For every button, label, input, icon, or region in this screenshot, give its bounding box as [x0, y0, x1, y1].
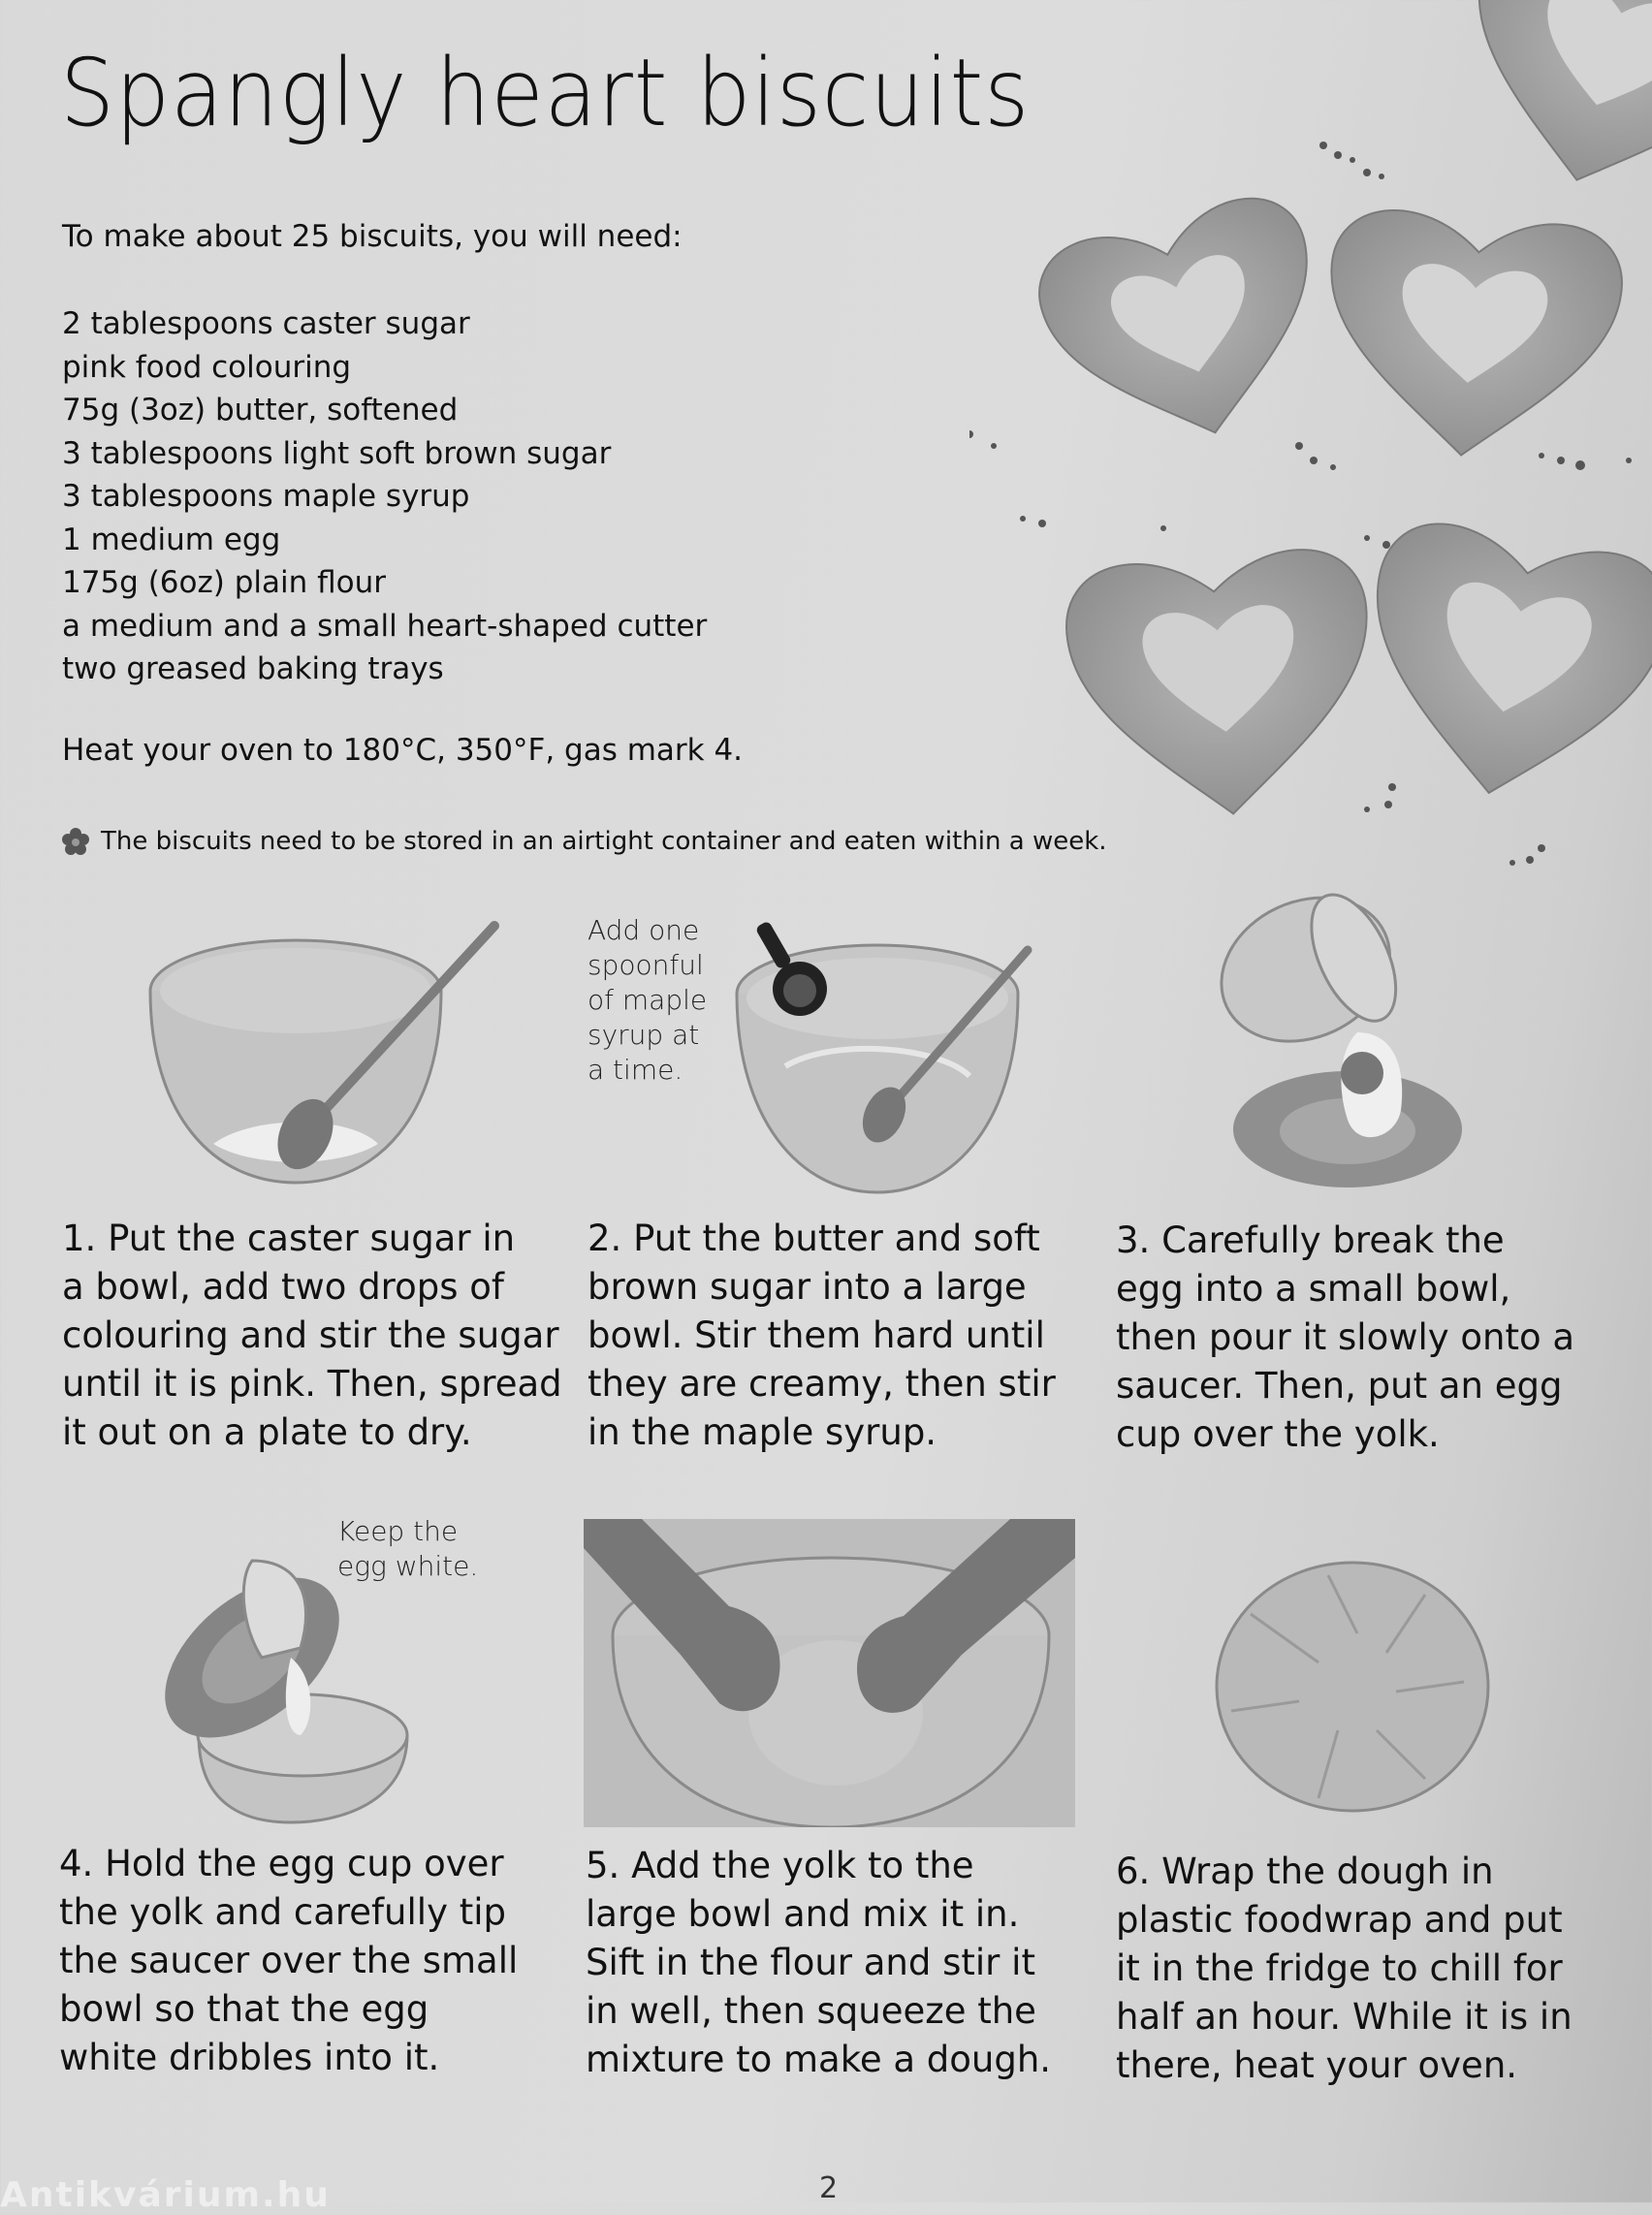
caption-line: Keep the [337, 1515, 459, 1547]
step-line: brown sugar into a large [588, 1266, 1027, 1308]
bowl-spoon-illustration [136, 911, 504, 1192]
caption-line: spoonful [588, 949, 704, 981]
step-line: 3. Carefully break the [1116, 1219, 1505, 1261]
page-number: 2 [819, 2171, 839, 2205]
step-1 [62, 1215, 576, 1457]
step-line: cup over the yolk. [1116, 1413, 1440, 1455]
step-line: it out on a plate to dry. [62, 1411, 472, 1453]
egg-cup-saucer-illustration [145, 1541, 427, 1832]
flower-icon [60, 826, 91, 857]
step-line: there, heat your oven. [1116, 2044, 1518, 2086]
step-line: in the maple syrup. [588, 1411, 937, 1453]
step-line: a bowl, add two drops of [62, 1266, 504, 1308]
caption-line: syrup at [588, 1019, 700, 1051]
step-line: 4. Hold the egg cup over [59, 1843, 504, 1884]
egg-on-saucer-illustration [1212, 887, 1474, 1197]
step-5 [586, 1842, 1099, 2084]
hands-dough-bowl-illustration [584, 1519, 1075, 1827]
step-line: Sift in the flour and stir it [586, 1942, 1035, 1983]
step-line: large bowl and mix it in. [586, 1893, 1020, 1935]
ingredient-item: a medium and a small heart-shaped cutter [62, 608, 708, 644]
storage-note-text: The biscuits need to be stored in an airtight container and eaten within a week. [101, 827, 1107, 856]
step-line: saucer. Then, put an egg [1116, 1365, 1563, 1407]
ingredient-item: 3 tablespoons light soft brown sugar [62, 435, 612, 471]
ingredient-item: two greased baking trays [62, 651, 444, 686]
step-line: mixture to make a dough. [586, 2039, 1052, 2080]
step-line: 1. Put the caster sugar in [62, 1218, 516, 1259]
step-line: colouring and stir the sugar [62, 1314, 559, 1356]
step-line: until it is pink. Then, spread [62, 1363, 562, 1405]
ingredient-item: 175g (6oz) plain flour [62, 565, 386, 600]
step-line: egg into a small bowl, [1116, 1268, 1511, 1310]
step-line: 6. Wrap the dough in [1116, 1851, 1494, 1892]
step-4 [59, 1840, 573, 2082]
page-title: Spangly heart biscuits [60, 39, 1031, 147]
storage-note [60, 826, 1107, 857]
step-line: the saucer over the small [59, 1940, 519, 1981]
step-line: the yolk and carefully tip [59, 1891, 507, 1933]
step-line: white dribbles into it. [59, 2037, 440, 2078]
heart-biscuit-photo [969, 0, 1652, 872]
ingredient-item: pink food colouring [62, 349, 352, 385]
step-line: 2. Put the butter and soft [588, 1218, 1040, 1259]
caption-line: egg white. [337, 1550, 479, 1582]
intro-text: To make about 25 biscuits, you will need: [62, 219, 683, 254]
step-line: half an hour. While it is in [1116, 1996, 1573, 2038]
step-2 [588, 1215, 1101, 1457]
caption-line: a time. [588, 1054, 683, 1086]
step-line: bowl. Stir them hard until [588, 1314, 1045, 1356]
step-line: 5. Add the yolk to the [586, 1845, 974, 1886]
wrapped-dough-illustration [1212, 1556, 1493, 1818]
ingredient-item: 3 tablespoons maple syrup [62, 479, 470, 514]
watermark: Antikvárium.hu [0, 2175, 331, 2215]
caption-line: of maple [588, 984, 708, 1016]
step-3 [1116, 1217, 1630, 1459]
step-6 [1116, 1848, 1630, 2090]
bowl-measuring-spoon-illustration [727, 921, 1047, 1202]
step-line: they are creamy, then stir [588, 1363, 1056, 1405]
ingredient-item: 75g (3oz) butter, softened [62, 393, 459, 427]
step-line: it in the fridge to chill for [1116, 1947, 1563, 1989]
caption-line: Add one [588, 914, 700, 946]
ingredient-item: 1 medium egg [62, 522, 281, 557]
step-line: in well, then squeeze the [586, 1990, 1036, 2032]
ingredient-item: 2 tablespoons caster sugar [62, 306, 470, 341]
oven-instruction: Heat your oven to 180°C, 350°F, gas mark 4. [62, 733, 744, 768]
maple-caption [588, 913, 707, 1088]
step-line: then pour it slowly onto a [1116, 1316, 1575, 1358]
step-line: bowl so that the egg [59, 1988, 429, 2030]
ingredients-list [62, 302, 707, 691]
step-line: plastic foodwrap and put [1116, 1899, 1563, 1941]
